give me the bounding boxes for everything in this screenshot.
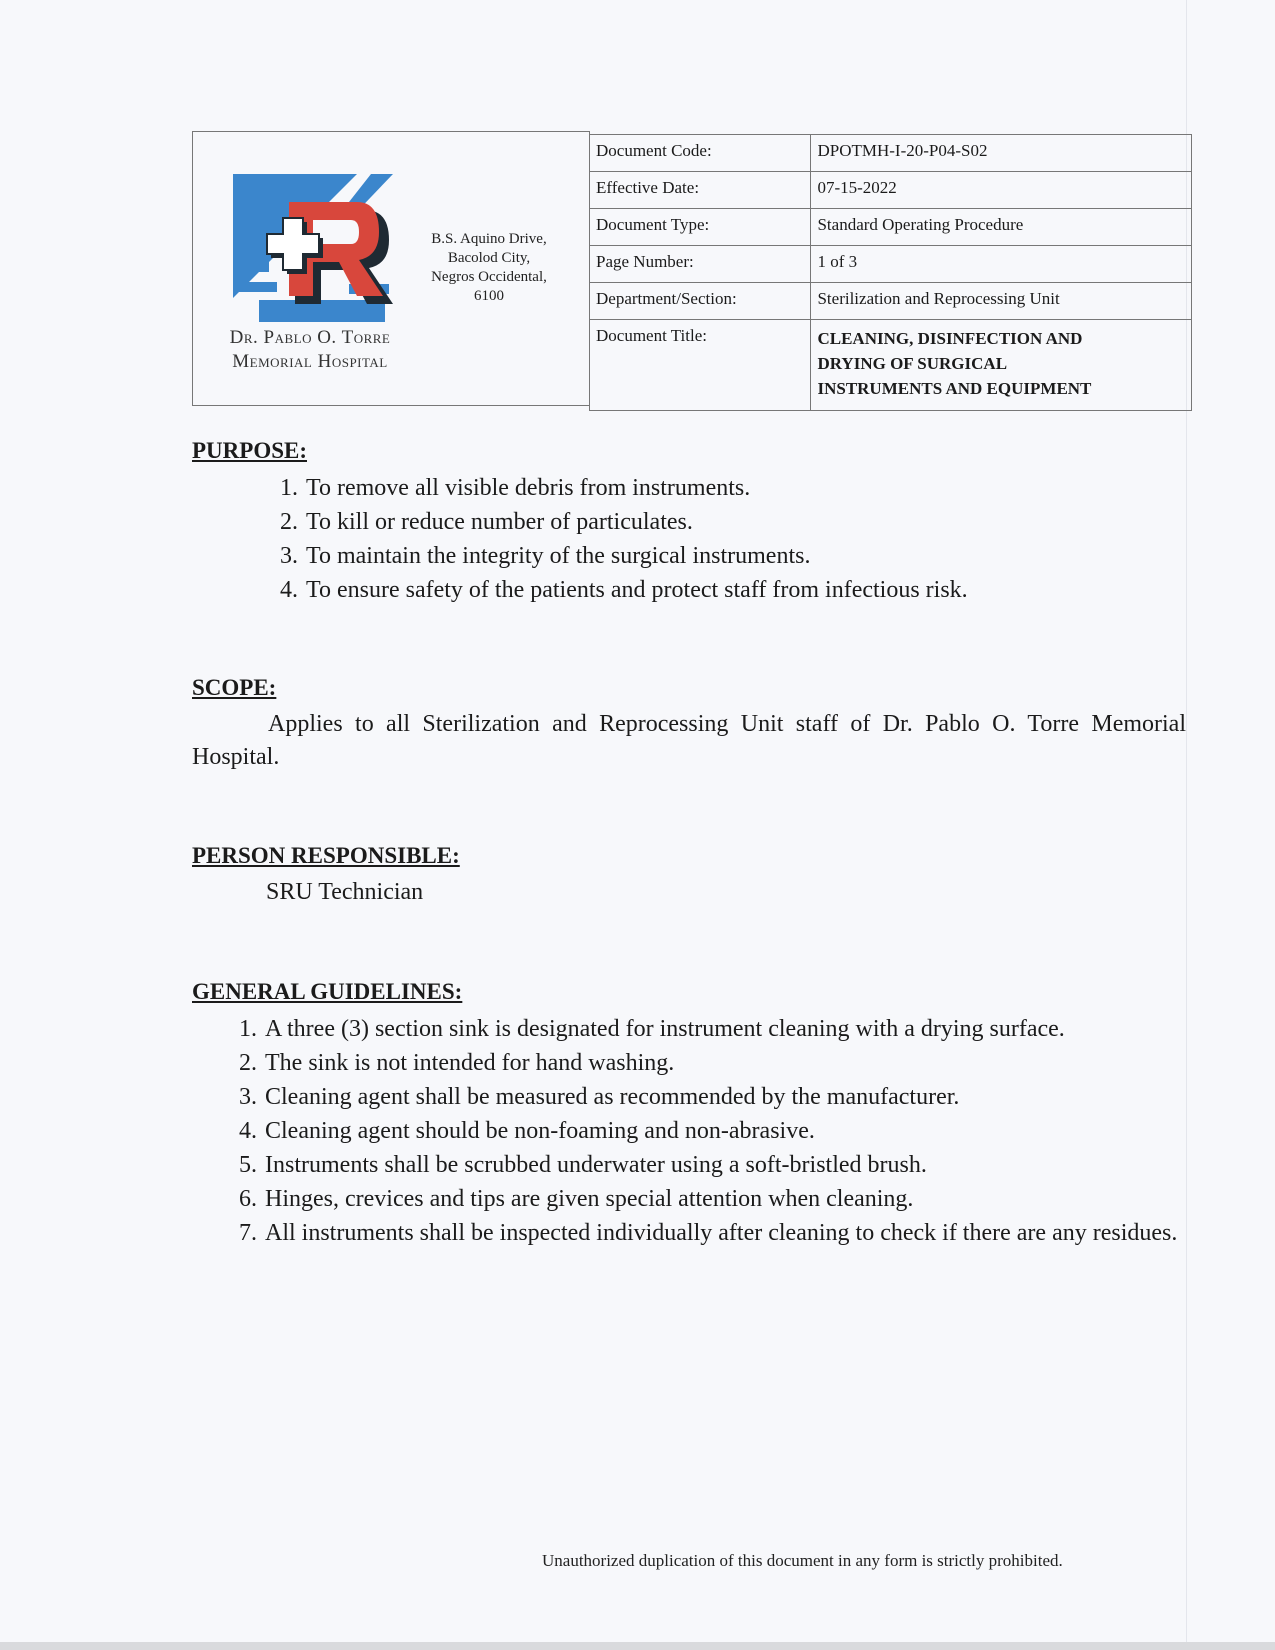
footer-notice: Unauthorized duplication of this document in any form is strictly prohibited. (542, 1551, 1063, 1570)
field-label: Page Number: (590, 246, 811, 283)
hospital-name (199, 326, 421, 374)
list-item-text: To kill or reduce number of particulates. (306, 509, 693, 535)
field-label: Document Title: (590, 320, 811, 411)
table-row (590, 209, 1192, 246)
list-item: 3. To maintain the integrity of the surgical instruments. (280, 543, 811, 569)
table-row (590, 320, 1192, 411)
field-value: Sterilization and Reprocessing Unit (811, 283, 1192, 320)
field-label: Department/Section: (590, 283, 811, 320)
general-guidelines-heading: GENERAL GUIDELINES: (192, 979, 463, 1004)
list-item-text: A three (3) section sink is designated for instrument cleaning with a drying surface. (265, 1016, 1065, 1042)
list-item: 4. Cleaning agent should be non-foaming and non-abrasive. (239, 1118, 815, 1144)
document-title-line: DRYING OF SURGICAL (817, 354, 1008, 373)
document-title (811, 320, 1192, 411)
address-line: 6100 (474, 288, 504, 304)
list-item-text: To remove all visible debris from instruments. (306, 475, 751, 501)
list-item-text: Hinges, crevices and tips are given special attention when cleaning. (265, 1186, 914, 1212)
document-info-table (589, 134, 1192, 411)
list-item-text: The sink is not intended for hand washing. (265, 1050, 675, 1076)
purpose-heading: PURPOSE: (192, 438, 307, 463)
field-value: 07-15-2022 (811, 172, 1192, 209)
scan-border (0, 1642, 1275, 1650)
field-value: Standard Operating Procedure (811, 209, 1192, 246)
hospital-name-line1: Dr. Pablo O. Torre (229, 327, 391, 348)
person-responsible-text: SRU Technician (266, 879, 424, 905)
scope-heading: SCOPE: (192, 675, 277, 700)
list-item: 2. The sink is not intended for hand washing. (239, 1050, 675, 1076)
table-row (590, 172, 1192, 209)
field-label: Document Code: (590, 135, 811, 172)
field-label: Effective Date: (590, 172, 811, 209)
list-item: 4. To ensure safety of the patients and protect staff from infectious risk. (280, 577, 968, 603)
document-title-line: INSTRUMENTS AND EQUIPMENT (817, 379, 1092, 398)
list-item: 3. Cleaning agent shall be measured as recommended by the manufacturer. (239, 1084, 960, 1110)
list-item: 5. Instruments shall be scrubbed underwater using a soft-bristled brush. (239, 1152, 927, 1178)
address-line: Bacolod City, (447, 250, 531, 266)
list-item: 6. Hinges, crevices and tips are given special attention when cleaning. (239, 1186, 914, 1212)
person-responsible-heading: PERSON RESPONSIBLE: (192, 843, 460, 868)
list-item: 7. All instruments shall be inspected individually after cleaning to check if there are any residues. (239, 1220, 1178, 1246)
field-value: 1 of 3 (811, 246, 1192, 283)
hospital-name-line2: Memorial Hospital (232, 351, 388, 372)
document-header (192, 131, 1192, 406)
list-item: 1. To remove all visible debris from instruments. (280, 475, 751, 501)
field-value: DPOTMH-I-20-P04-S02 (811, 135, 1192, 172)
field-label: Document Type: (590, 209, 811, 246)
list-item-text: Instruments shall be scrubbed underwater using a soft-bristled brush. (265, 1152, 927, 1178)
purpose-list (280, 471, 1186, 607)
list-item-text: All instruments shall be inspected individually after cleaning to check if there are any residues. (265, 1220, 1178, 1246)
hospital-logo-icon (229, 172, 393, 322)
list-item-text: To maintain the integrity of the surgical instruments. (306, 543, 811, 569)
list-item-text: To ensure safety of the patients and protect staff from infectious risk. (306, 577, 968, 603)
list-item: 1. A three (3) section sink is designated for instrument cleaning with a drying surface. (239, 1016, 1065, 1042)
list-item: 2. To kill or reduce number of particulates. (280, 509, 693, 535)
table-row (590, 135, 1192, 172)
address-line: Negros Occidental, (431, 269, 547, 285)
logo-cell (192, 131, 590, 406)
guidelines-list (239, 1012, 1186, 1250)
hospital-address (421, 230, 557, 306)
table-row (590, 283, 1192, 320)
scope-text: Applies to all Sterilization and Reprocessing Unit staff of Dr. Pablo O. Torre Memorial Hospital. (192, 711, 1186, 770)
table-row (590, 246, 1192, 283)
list-item-text: Cleaning agent should be non-foaming and non-abrasive. (265, 1118, 815, 1144)
address-line: B.S. Aquino Drive, (431, 231, 547, 247)
list-item-text: Cleaning agent shall be measured as recommended by the manufacturer. (265, 1084, 960, 1110)
document-title-line: CLEANING, DISINFECTION AND (817, 329, 1083, 348)
